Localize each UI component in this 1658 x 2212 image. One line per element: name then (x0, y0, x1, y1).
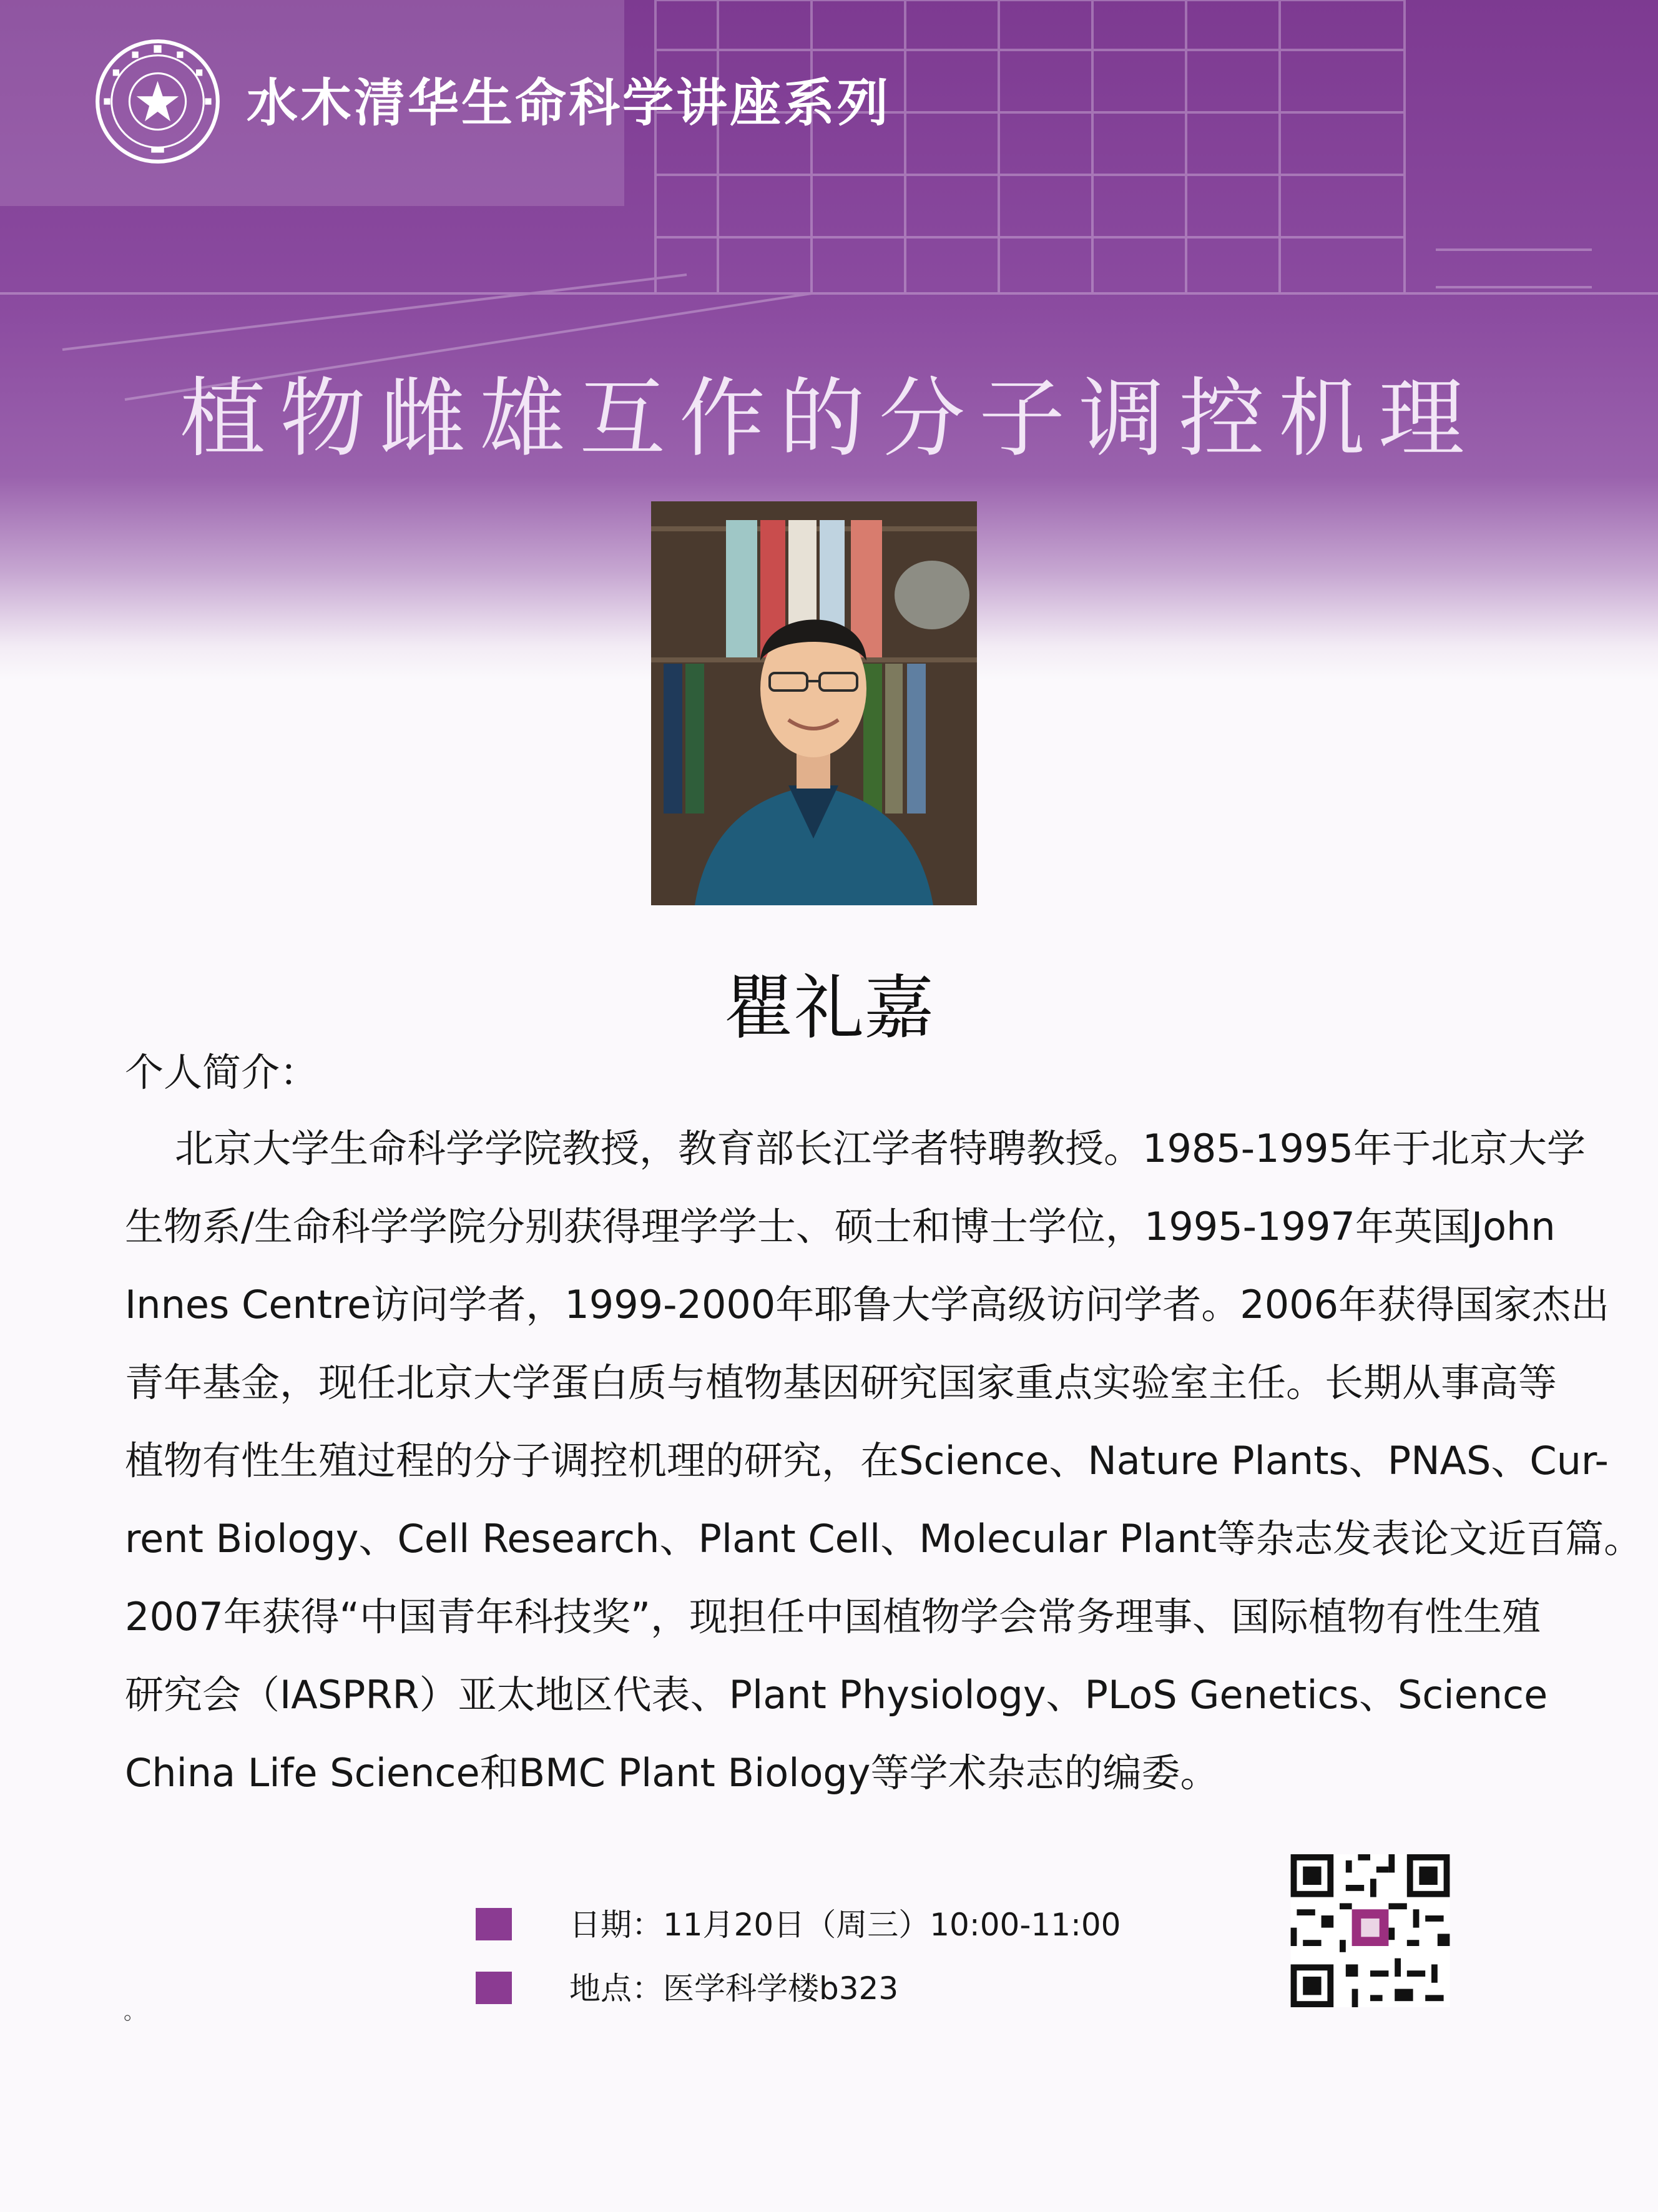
lecture-series-title: 水木清华生命科学讲座系列 (247, 74, 891, 133)
square-bullet-icon (476, 1972, 512, 2004)
bio-line: 植物有性生殖过程的分子调控机理的研究，在Science、Nature Plants、PNAS、Cur- (125, 1438, 1609, 1483)
event-date: 日期：11月20日（周三）10:00-11:00 (569, 1907, 1121, 1943)
bio-line: 生物系/生命科学学院分别获得理学学士、硕士和博士学位，1995-1997年英国John (125, 1204, 1556, 1249)
square-bullet-icon (476, 1908, 512, 1940)
bio-line: 研究会（IASPRR）亚太地区代表、Plant Physiology、PLoS Genetics、Science (125, 1672, 1548, 1718)
bio-line: 青年基金，现任北京大学蛋白质与植物基因研究国家重点实验室主任。长期从事高等 (125, 1360, 1557, 1405)
tsinghua-seal-logo (94, 37, 222, 165)
lecture-title: 植物雌雄互作的分子调控机理 (179, 368, 1478, 469)
bio-line: China Life Science和BMC Plant Biology等学术杂志的编委。 (125, 1750, 1219, 1796)
footnote-mark: 。 (124, 2000, 145, 2025)
speaker-photo (651, 501, 977, 905)
bio-label: 个人简介： (125, 1049, 319, 1095)
bio-line: 北京大学生命科学学院教授，教育部长江学者特聘教授。1985-1995年于北京大学 (175, 1126, 1586, 1171)
speaker-name: 瞿礼嘉 (724, 968, 934, 1049)
bio-line: Innes Centre访问学者，1999-2000年耶鲁大学高级访问学者。2006年获得国家杰出 (125, 1282, 1610, 1327)
bio-line: 2007年获得“中国青年科技奖”，现担任中国植物学会常务理事、国际植物有性生殖 (125, 1594, 1541, 1639)
bio-line: rent Biology、Cell Research、Plant Cell、Molecular Plant等杂志发表论文近百篇。 (125, 1516, 1643, 1561)
event-location: 地点：医学科学楼b323 (569, 1970, 899, 2007)
qr-code-icon[interactable] (1289, 1854, 1451, 2007)
bio-paragraph (125, 1121, 1643, 1823)
